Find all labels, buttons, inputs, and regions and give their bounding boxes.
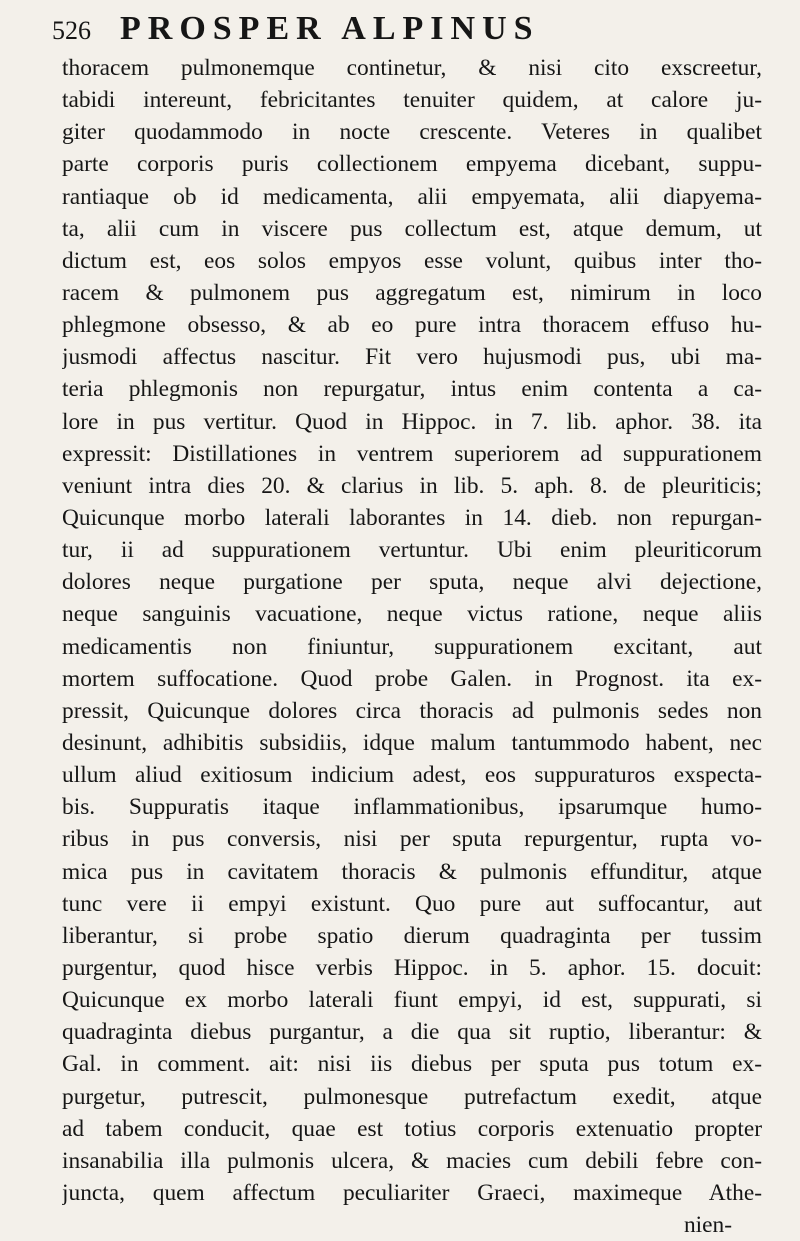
text-line: ad tabem conducit, quae est totius corporis extenuatio propter [62,1115,762,1142]
text-line: ta, alii cum in viscere pus collectum est, atque demum, ut [62,215,762,242]
text-line: purgentur, quod hisce verbis Hippoc. in 5. aphor. 15. docuit: [62,954,762,981]
text-line: bis. Suppuratis itaque inflammationibus, ipsarumque humo- [62,794,762,821]
body-text [62,52,762,1241]
text-line: rantiaque ob id medicamenta, alii empyemata, alii diapyema- [62,183,762,210]
text-line: lore in pus vertitur. Quod in Hippoc. in 7. lib. aphor. 38. ita [62,408,762,435]
text-line: mica pus in cavitatem thoracis & pulmonis effunditur, atque [62,858,762,885]
text-line: giter quodammodo in nocte crescente. Veteres in qualibet [62,119,762,146]
text-line: desinunt, adhibitis subsidiis, idque malum tantummodo habent, nec [62,729,762,756]
text-line: jusmodi affectus nascitur. Fit vero hujusmodi pus, ubi ma- [62,344,762,371]
text-line: thoracem pulmonemque continetur, & nisi cito exscreetur, [62,55,762,81]
text-line: purgetur, putrescit, pulmonesque putrefactum exedit, atque [62,1083,762,1110]
text-line: Quicunque ex morbo laterali fiunt empyi, id est, suppurati, si [62,987,762,1014]
text-line: tunc vere ii empyi existunt. Quo pure aut suffocantur, aut [62,890,762,917]
text-line: nien- [683,1212,732,1239]
text-line: parte corporis puris collectionem empyema dicebant, suppu- [62,151,762,178]
text-line: tabidi intereunt, febricitantes tenuiter quidem, at calore ju- [62,87,762,114]
text-line: phlegmone obsesso, & ab eo pure intra thoracem effuso hu- [62,312,762,339]
text-line: racem & pulmonem pus aggregatum est, nimirum in loco [62,279,762,306]
page-number: 526 [52,16,91,45]
text-line: dolores neque purgatione per sputa, neque alvi dejectione, [62,569,762,596]
text-line: veniunt intra dies 20. & clarius in lib. 5. aph. 8. de pleuriticis; [62,472,762,499]
text-line: pressit, Quicunque dolores circa thoracis ad pulmonis sedes non [62,697,762,724]
text-line: ribus in pus conversis, nisi per sputa repurgentur, rupta vo- [62,826,762,853]
text-line: dictum est, eos solos empyos esse volunt, quibus inter tho- [62,247,762,274]
text-line: mortem suffocatione. Quod probe Galen. in Prognost. ita ex- [62,665,762,692]
text-line: teria phlegmonis non repurgatur, intus enim contenta a ca- [62,376,762,403]
text-line: liberantur, si probe spatio dierum quadraginta per tussim [62,922,762,949]
running-head: PROSPER ALPINUS [120,10,540,47]
text-line: medicamentis non finiuntur, suppurationem excitant, aut [62,633,762,660]
text-line: juncta, quem affectum peculiariter Graeci, maximeque Athe- [62,1179,762,1206]
text-line: insanabilia illa pulmonis ulcera, & macies cum debili febre con- [62,1147,762,1174]
text-line: expressit: Distillationes in ventrem superiorem ad suppurationem [62,440,762,467]
page-header [52,10,762,50]
text-line: quadraginta diebus purgantur, a die qua sit ruptio, liberantur: & [62,1019,762,1046]
text-line: Gal. in comment. ait: nisi iis diebus per sputa pus totum ex- [62,1051,762,1078]
text-line: tur, ii ad suppurationem vertuntur. Ubi enim pleuriticorum [62,537,762,564]
text-line: neque sanguinis vacuatione, neque victus ratione, neque aliis [62,601,762,628]
text-line: ullum aliud exitiosum indicium adest, eos suppuraturos exspecta- [62,762,762,789]
text-line: Quicunque morbo laterali laborantes in 14. dieb. non repurgan- [62,504,762,531]
